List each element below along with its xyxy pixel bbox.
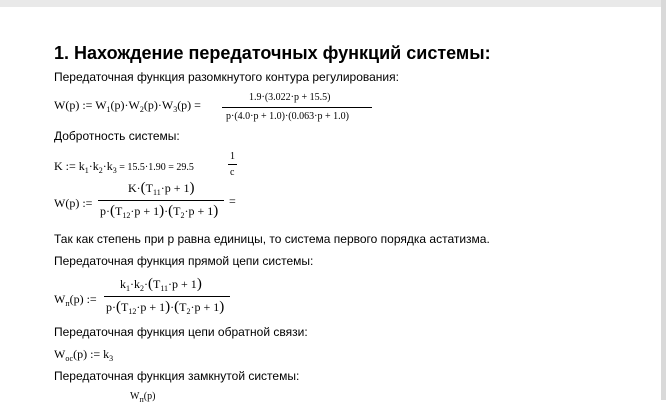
paragraph-feedback: Передаточная функция цепи обратной связи:: [54, 325, 308, 339]
eq-open-loop-denominator: p·(4.0·p + 1.0)·(0.063·p + 1.0): [226, 111, 349, 122]
eq-gain-unit-numerator: 1: [230, 151, 235, 162]
eq-open-loop-numerator: 1.9·(3.022·p + 15.5): [249, 92, 331, 103]
eq-gain: K := $k_1\cdot k_2\cdot k_3 = 15.5\cdot 1.90 = 29.5$: [54, 159, 194, 175]
eq-open-loop-lhs: W(p) := $W_1(p)\cdot W_2(p)\cdot W_3(p)$ =: [54, 98, 201, 114]
paragraph-open-loop: Передаточная функция разомкнутого контура регулирования:: [54, 70, 399, 84]
paragraph-forward-path: Передаточная функция прямой цепи системы:: [54, 254, 314, 268]
section-heading: 1. Нахождение передаточных функций системы:: [54, 43, 491, 63]
eq-forward-path-denominator: $p\cdot(T_{12}\cdot p + 1)\cdot(T_2\cdot p + 1)$: [106, 299, 225, 316]
paragraph-astatism: Так как степень при р равна единицы, то система первого порядка астатизма.: [54, 232, 490, 246]
eq-open-loop-symbolic-lhs: W(p) :=: [54, 196, 93, 210]
eq-closed-loop-partial: $W_п(p)$: [130, 391, 156, 404]
fraction-bar: [98, 200, 224, 201]
eq-forward-path-lhs: $W_п(p)$ :=: [54, 292, 97, 308]
right-border: [661, 0, 666, 400]
paragraph-quality: Добротность системы:: [54, 129, 180, 143]
fraction-bar: [222, 107, 372, 108]
eq-forward-path-numerator: $k_1\cdot k_2\cdot(T_{11}\cdot p + 1)$: [120, 276, 202, 293]
fraction-bar: [104, 296, 230, 297]
paragraph-closed-loop: Передаточная функция замкнутой системы:: [54, 369, 300, 383]
eq-gain-unit-denominator: c: [230, 167, 235, 178]
fraction-bar: [228, 164, 237, 165]
eq-open-loop-symbolic-numerator: $K\cdot(T_{11}\cdot p + 1)$: [128, 180, 195, 197]
eq-feedback: $W_{ос}(p)$ := $k_3$: [54, 347, 114, 363]
top-border: [0, 0, 666, 7]
eq-open-loop-symbolic-equals: =: [229, 194, 236, 208]
eq-open-loop-symbolic-denominator: $p\cdot(T_{12}\cdot p + 1)\cdot(T_2\cdot p + 1)$: [100, 203, 219, 220]
